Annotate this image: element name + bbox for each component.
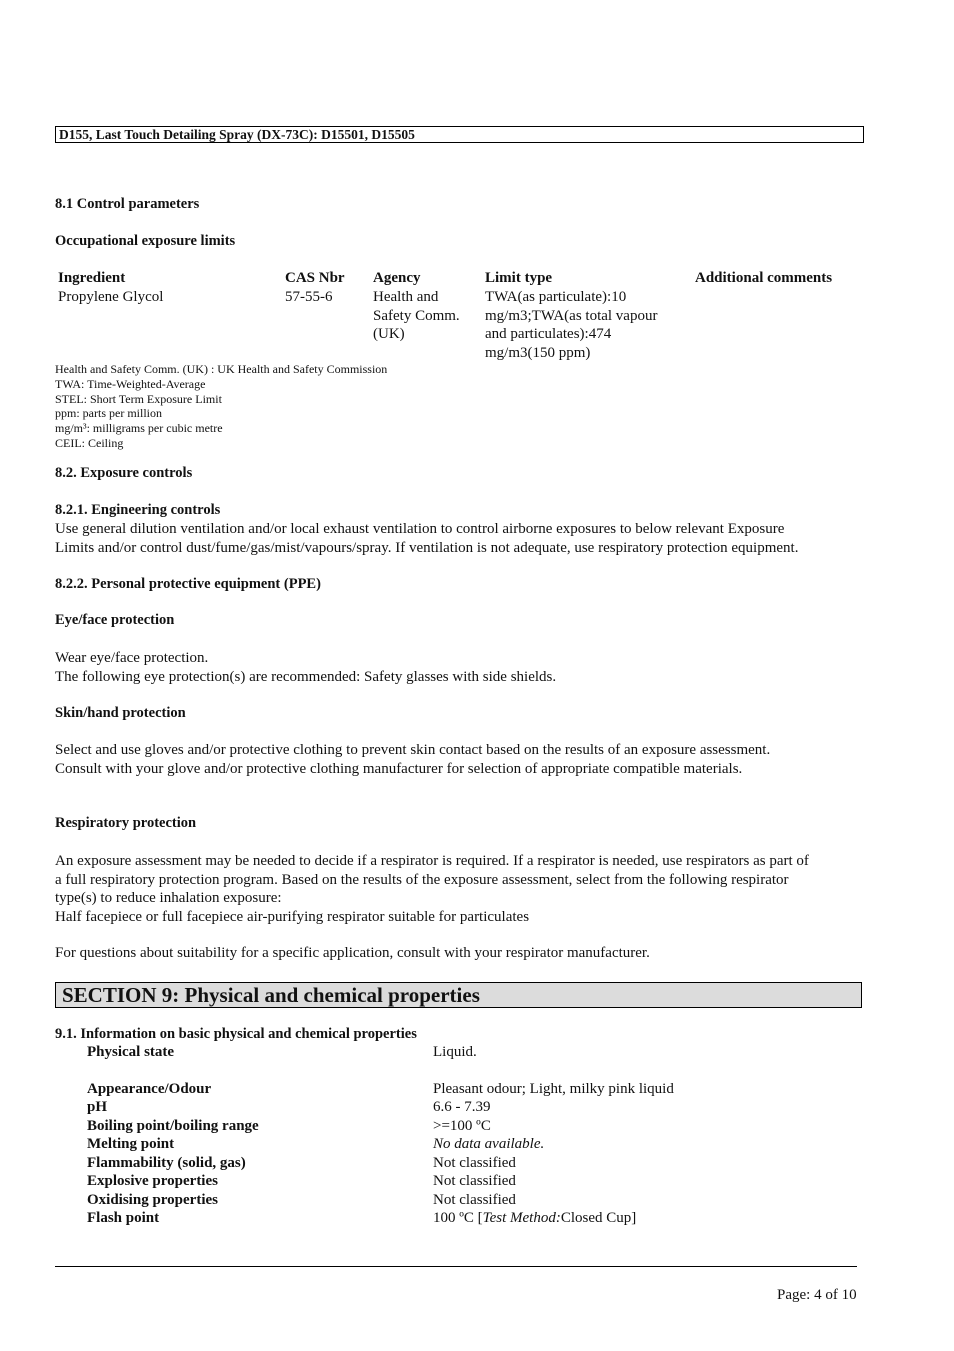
- cell-ingredient: Propylene Glycol: [58, 289, 164, 305]
- legend-line: mg/m³: milligrams per cubic metre: [55, 421, 223, 436]
- eye-protection-text: [55, 649, 556, 686]
- prop-label-appearance: Appearance/Odour: [87, 1081, 212, 1097]
- legend-line: CEIL: Ceiling: [55, 435, 124, 450]
- text-line: Consult with your glove and/or protective clothing manufacturer for selection of appropriate compatible materials.: [55, 760, 743, 777]
- legend-line: TWA: Time-Weighted-Average: [55, 376, 206, 391]
- respiratory-protection-heading: Respiratory protection: [55, 815, 197, 831]
- respirator-note: For questions about suitability for a specific application, consult with your respirator manufacturer.: [55, 945, 650, 961]
- prop-value-boiling-point: >=100 ºC: [433, 1118, 491, 1134]
- respiratory-protection-text: [55, 852, 809, 926]
- cell-limit-type: [485, 288, 657, 362]
- abbreviation-legend: [55, 362, 387, 451]
- prop-value-explosive: Not classified: [433, 1173, 516, 1189]
- skin-protection-heading: Skin/hand protection: [55, 705, 186, 721]
- oel-heading: Occupational exposure limits: [55, 233, 236, 249]
- legend-line: STEL: Short Term Exposure Limit: [55, 391, 222, 406]
- cell-limit-line: mg/m3(150 ppm): [485, 344, 591, 361]
- prop-label-flash-point: Flash point: [87, 1210, 160, 1226]
- text-line: Use general dilution ventilation and/or local exhaust ventilation to control airborne exposures to below relevant Exposure: [55, 521, 785, 537]
- text-line: Limits and/or control dust/fume/gas/mist/vapours/spray. If ventilation is not adequate, use respiratory protection equipment.: [55, 539, 799, 556]
- cell-limit-line: TWA(as particulate):10: [485, 289, 627, 305]
- cell-agency-line: Health and: [373, 289, 439, 305]
- section-9-1-heading: 9.1. Information on basic physical and chemical properties: [55, 1026, 417, 1042]
- text-line: An exposure assessment may be needed to decide if a respirator is required. If a respirator is needed, use respirators as part of: [55, 853, 809, 869]
- prop-value-physical-state: Liquid.: [433, 1044, 477, 1060]
- text-line: Half facepiece or full facepiece air-purifying respirator suitable for particulates: [55, 908, 530, 925]
- cell-limit-line: mg/m3;TWA(as total vapour: [485, 307, 658, 324]
- text-line: Wear eye/face protection.: [55, 650, 209, 666]
- cell-limit-line: and particulates):474: [485, 326, 612, 342]
- col-header-comments: Additional comments: [695, 270, 833, 286]
- prop-value-melting-point: No data available.: [433, 1136, 545, 1152]
- cell-cas: 57-55-6: [285, 289, 333, 305]
- flash-point-method-label: Test Method:: [482, 1210, 561, 1226]
- flash-point-method: Closed Cup]: [560, 1210, 637, 1226]
- prop-value-flammability: Not classified: [433, 1155, 516, 1171]
- skin-protection-text: [55, 741, 770, 778]
- cell-agency-line: (UK): [373, 326, 405, 342]
- legend-line: ppm: parts per million: [55, 406, 162, 421]
- section-9-title: SECTION 9: Physical and chemical properties: [55, 982, 862, 1008]
- footer-divider: [55, 1266, 857, 1267]
- col-header-ingredient: Ingredient: [58, 270, 126, 286]
- ppe-heading: 8.2.2. Personal protective equipment (PPE): [55, 576, 321, 592]
- text-line: a full respiratory protection program. Based on the results of the exposure assessment, select from the following respirator: [55, 871, 789, 888]
- text-line: Select and use gloves and/or protective clothing to prevent skin contact based on the results of an exposure assessment.: [55, 742, 771, 758]
- cell-agency: [373, 288, 460, 344]
- prop-value-appearance: Pleasant odour; Light, milky pink liquid: [433, 1081, 674, 1097]
- section-8-1-heading: 8.1 Control parameters: [55, 196, 200, 212]
- prop-label-flammability: Flammability (solid, gas): [87, 1155, 246, 1171]
- eye-protection-heading: Eye/face protection: [55, 612, 175, 628]
- prop-value-flash-point: [433, 1210, 636, 1227]
- engineering-controls-text: [55, 520, 798, 557]
- engineering-controls-heading: 8.2.1. Engineering controls: [55, 502, 221, 518]
- prop-value-ph: 6.6 - 7.39: [433, 1099, 491, 1115]
- col-header-limit-type: Limit type: [485, 270, 553, 286]
- page-number: Page: 4 of 10: [777, 1287, 857, 1303]
- prop-label-ph: pH: [87, 1099, 108, 1115]
- prop-label-explosive: Explosive properties: [87, 1173, 218, 1189]
- text-line: The following eye protection(s) are recommended: Safety glasses with side shields.: [55, 668, 557, 685]
- document-header: D155, Last Touch Detailing Spray (DX-73C): D15501, D15505: [55, 126, 864, 143]
- text-line: type(s) to reduce inhalation exposure:: [55, 890, 282, 906]
- flash-point-value: 100 ºC [: [433, 1210, 483, 1226]
- legend-line: Health and Safety Comm. (UK) : UK Health and Safety Commission: [55, 362, 388, 376]
- prop-label-oxidising: Oxidising properties: [87, 1192, 218, 1208]
- prop-label-boiling-point: Boiling point/boiling range: [87, 1118, 259, 1134]
- section-8-2-heading: 8.2. Exposure controls: [55, 465, 193, 481]
- cell-agency-line: Safety Comm.: [373, 307, 460, 324]
- col-header-agency: Agency: [373, 270, 421, 286]
- prop-label-melting-point: Melting point: [87, 1136, 175, 1152]
- prop-label-physical-state: Physical state: [87, 1044, 175, 1060]
- prop-value-oxidising: Not classified: [433, 1192, 516, 1208]
- col-header-cas: CAS Nbr: [285, 270, 345, 286]
